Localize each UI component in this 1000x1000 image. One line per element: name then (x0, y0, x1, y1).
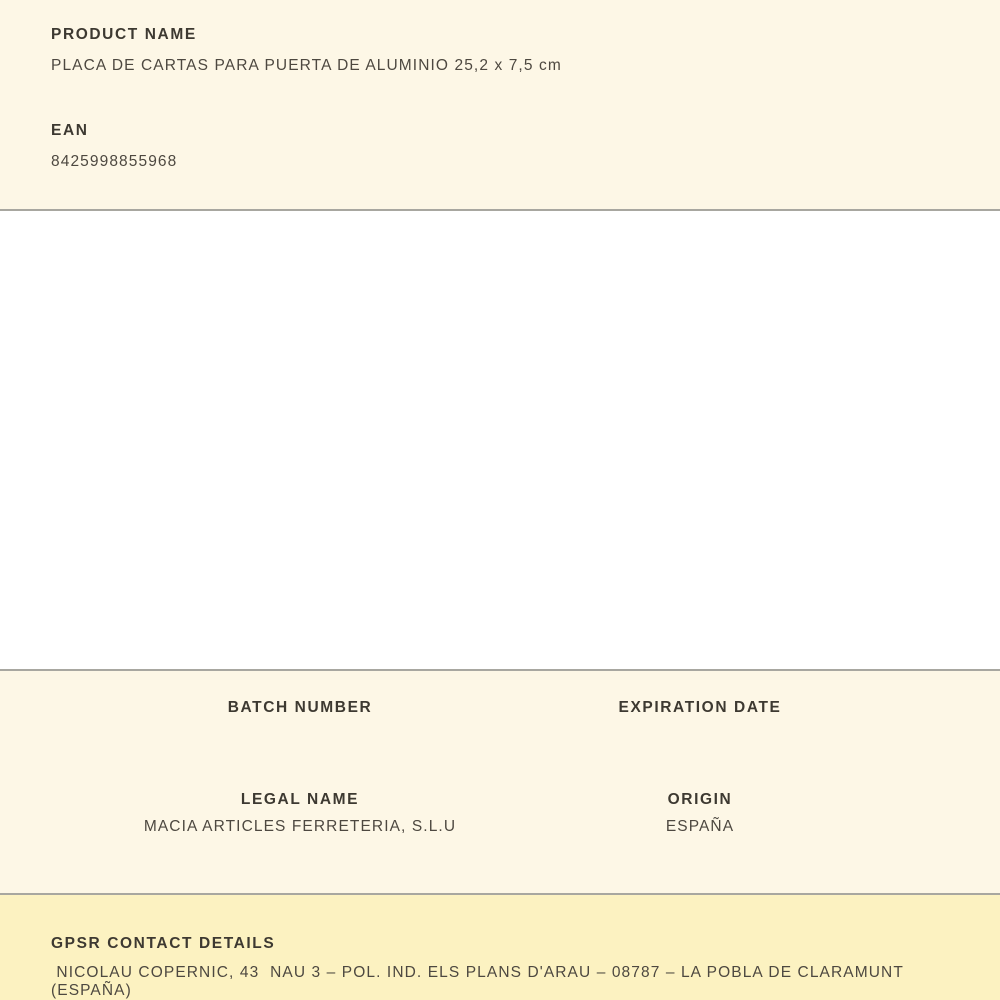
legal-name-label: LEGAL NAME (240, 791, 360, 808)
ean-label: EAN (51, 122, 89, 139)
expiration-date-value (500, 726, 900, 747)
product-info-section (0, 0, 1000, 211)
gpsr-section (0, 895, 1000, 1000)
product-name-label: PRODUCT NAME (51, 26, 197, 43)
gpsr-contact-address: NICOLAU COPERNIC, 43 NAU 3 – POL. IND. ELS PLANS D'ARAU – 08787 – LA POBLA DE CLARAMUNT (ESPAÑA) (51, 964, 910, 999)
gpsr-contact-label: GPSR CONTACT DETAILS (51, 935, 276, 952)
details-section (0, 669, 1000, 895)
batch-number-value (100, 726, 500, 747)
product-image-area (0, 211, 1000, 669)
product-name-value: PLACA DE CARTAS PARA PUERTA DE ALUMINIO 25,2 x 7,5 cm (51, 57, 562, 74)
ean-field (51, 122, 949, 171)
details-row-batch-expiration (100, 699, 900, 747)
expiration-date-label: EXPIRATION DATE (618, 699, 782, 716)
batch-number-field (100, 699, 500, 747)
details-row-legal-origin (100, 791, 900, 839)
batch-number-label: BATCH NUMBER (227, 699, 373, 716)
ean-value: 8425998855968 (51, 153, 178, 170)
origin-field (500, 791, 900, 839)
product-name-field (51, 26, 949, 75)
origin-label: ORIGIN (667, 791, 733, 808)
legal-name-value: MACIA ARTICLES FERRETERIA, S.L.U (143, 818, 457, 835)
legal-name-field (100, 791, 500, 839)
origin-value: ESPAÑA (665, 818, 735, 835)
expiration-date-field (500, 699, 900, 747)
details-grid (100, 699, 900, 839)
